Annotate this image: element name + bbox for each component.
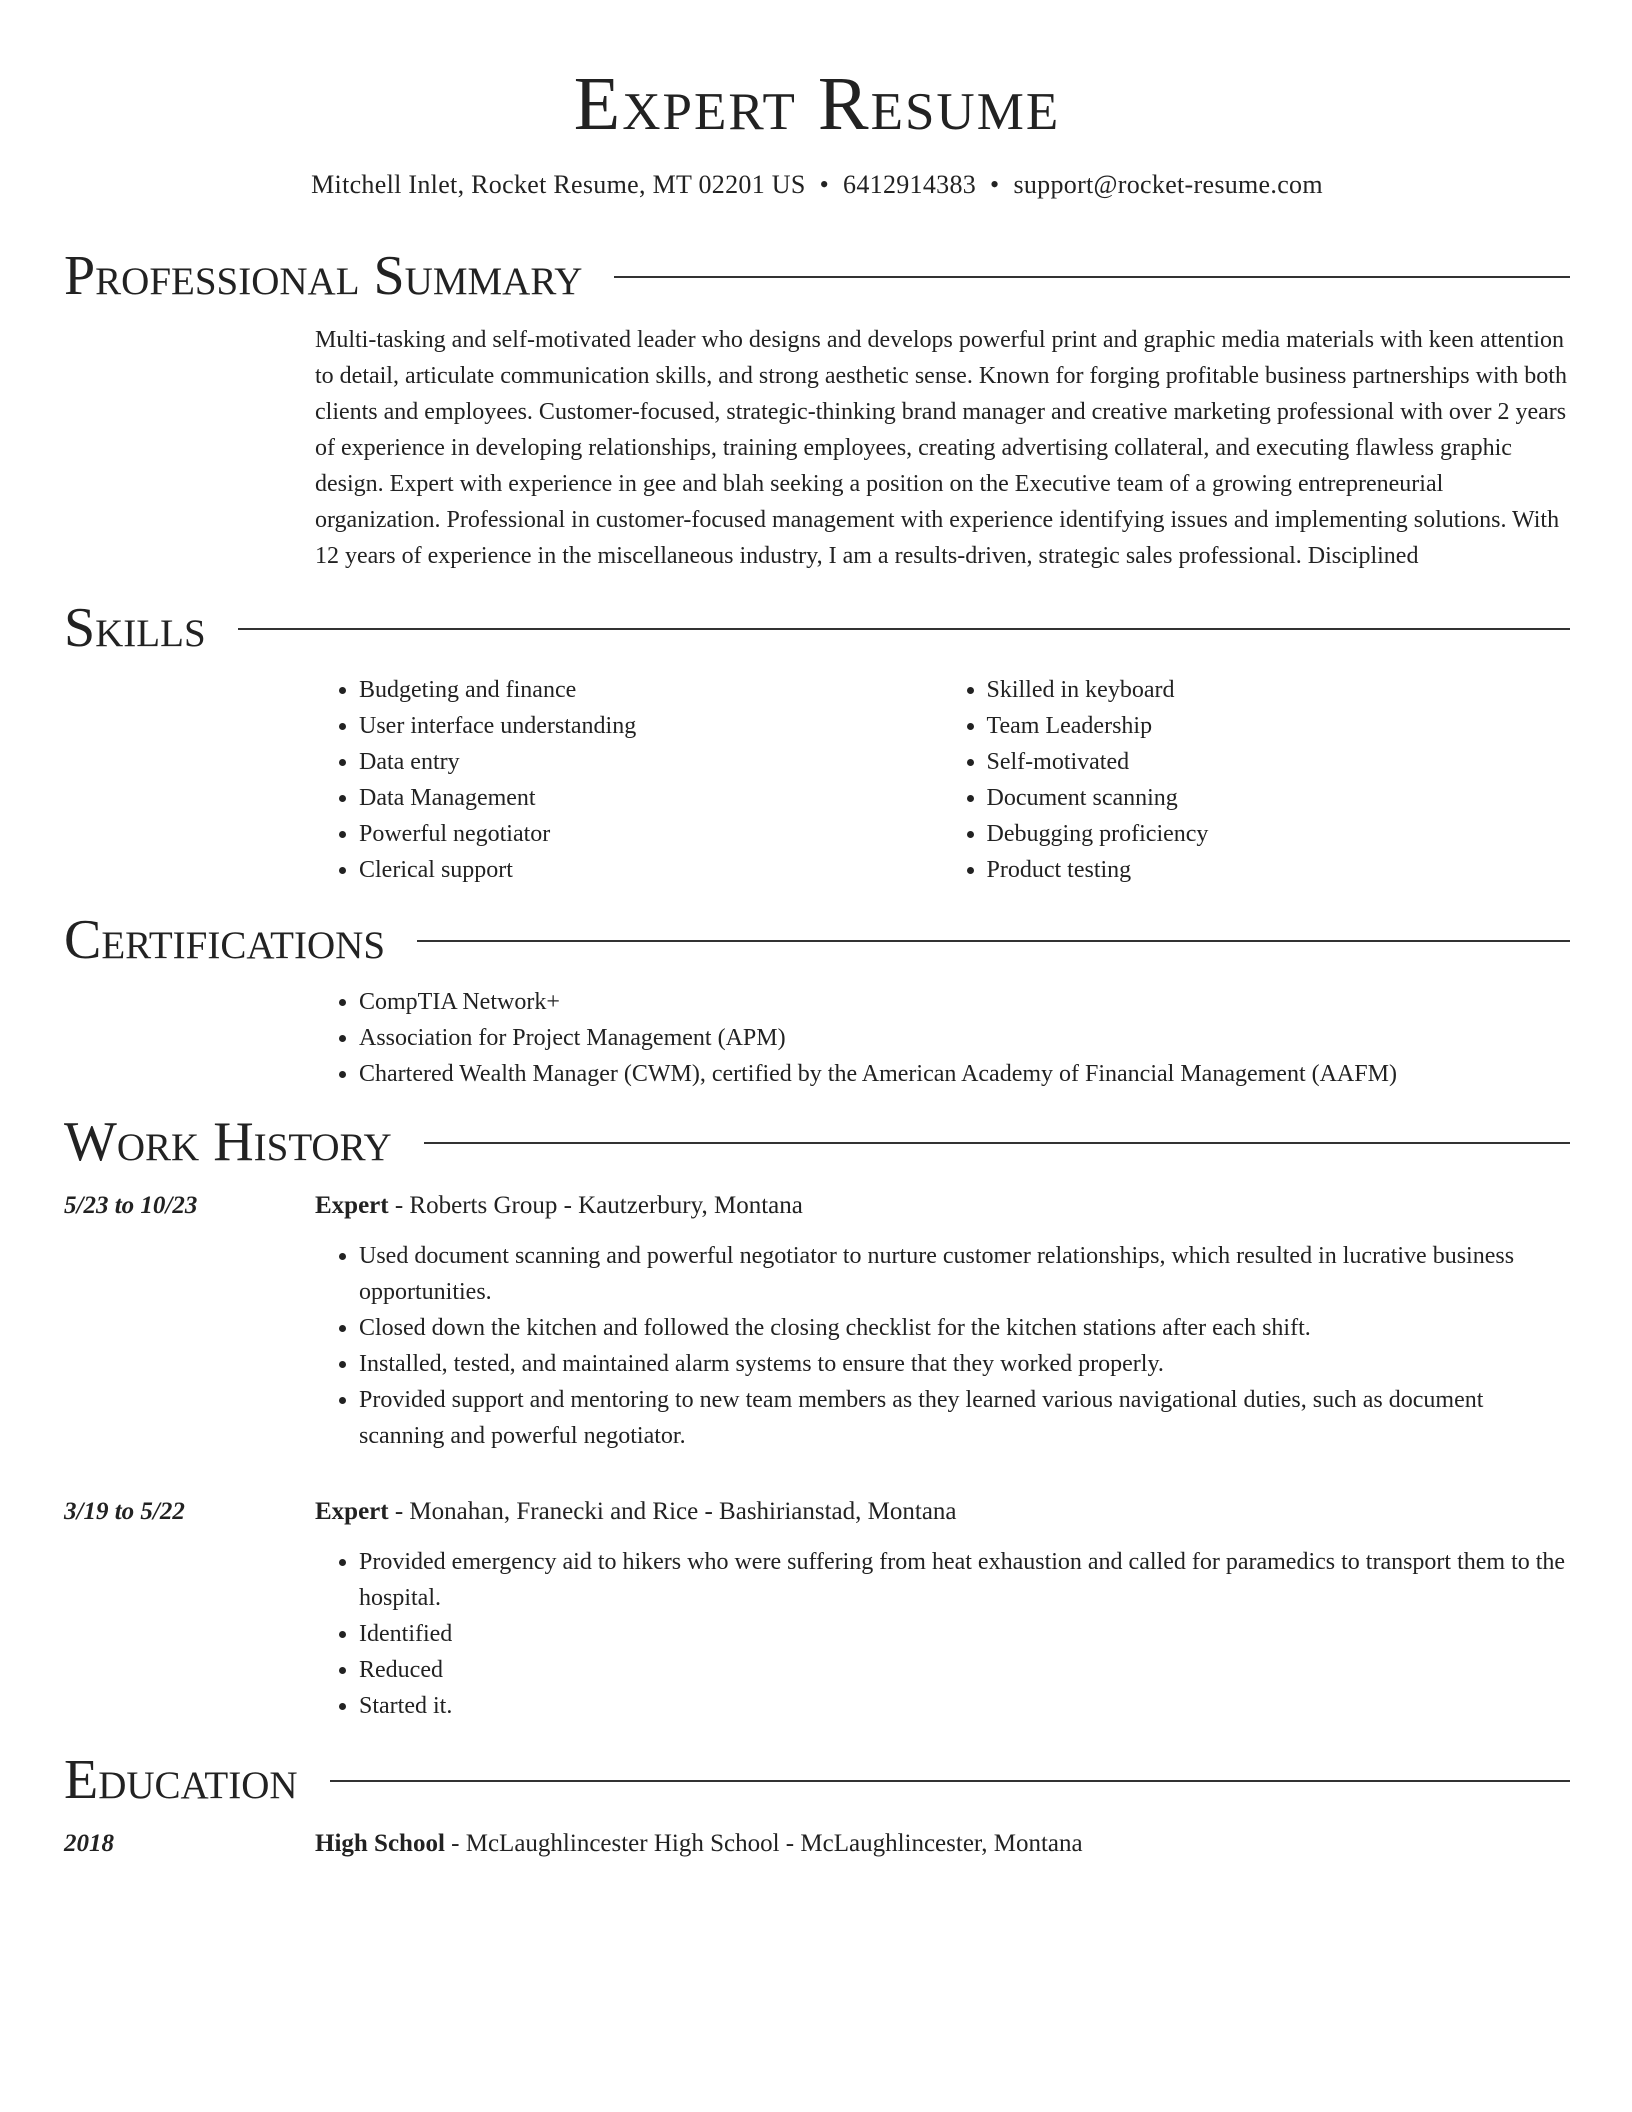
job-title: Expert <box>315 1498 389 1525</box>
education-section-title: Education <box>64 1749 298 1811</box>
skill-item: • Powerful negotiator <box>359 816 943 852</box>
resume-page <box>64 0 1570 1862</box>
certification-item: • Association for Project Management (APM) <box>359 1020 1570 1056</box>
skill-item: • Data Management <box>359 780 943 816</box>
section-divider <box>238 628 1570 630</box>
job-duties <box>315 1544 1570 1724</box>
contact-email: support@rocket-resume.com <box>1013 170 1323 199</box>
job-duty: • Closed down the kitchen and followed the closing checklist for the kitchen stations after each shift. <box>359 1310 1570 1346</box>
skill-item: • Skilled in keyboard <box>987 672 1571 708</box>
job-duties <box>315 1238 1570 1454</box>
certifications-list <box>315 984 1570 1092</box>
education-heading <box>315 1826 1083 1862</box>
job-duty: • Provided support and mentoring to new team members as they learned various navigational duties, such as document scanning and powerful negotiator. <box>359 1382 1570 1454</box>
section-divider <box>417 940 1570 942</box>
job-duty: • Installed, tested, and maintained alarm systems to ensure that they worked properly. <box>359 1346 1570 1382</box>
resume-name: Expert Resume <box>573 62 1061 146</box>
certification-item: • CompTIA Network+ <box>359 984 1570 1020</box>
certifications-section-title: Certifications <box>64 909 386 971</box>
summary-section-header <box>64 244 1570 308</box>
job-duty: • Provided emergency aid to hikers who were suffering from heat exhaustion and called for paramedics to transport them to the hospital. <box>359 1544 1570 1616</box>
education-header <box>64 1826 1570 1862</box>
skills-column-right <box>943 672 1571 888</box>
skills-section-header <box>64 596 1570 660</box>
contact-line <box>64 168 1570 202</box>
work-section-title: Work History <box>64 1111 392 1173</box>
job-header <box>64 1494 1570 1530</box>
certification-item: • Chartered Wealth Manager (CWM), certified by the American Academy of Financial Management (AAFM) <box>359 1056 1570 1092</box>
job-duty: • Used document scanning and powerful negotiator to nurture customer relationships, which resulted in lucrative business opportunities. <box>359 1238 1570 1310</box>
job-duty: • Identified <box>359 1616 1570 1652</box>
contact-address: Mitchell Inlet, Rocket Resume, MT 02201 US <box>311 170 806 199</box>
education-degree: High School <box>315 1830 445 1857</box>
skill-item: • Budgeting and finance <box>359 672 943 708</box>
contact-separator: • <box>819 170 830 199</box>
job-dates: 3/19 to 5/22 <box>64 1498 185 1525</box>
section-divider <box>330 1780 1570 1782</box>
section-divider <box>424 1142 1570 1144</box>
education-entry <box>64 1826 1570 1862</box>
skill-item: • Team Leadership <box>987 708 1571 744</box>
job-header <box>64 1188 1570 1224</box>
job-duty: • Started it. <box>359 1688 1570 1724</box>
work-section-header <box>64 1110 1570 1174</box>
contact-phone: 6412914383 <box>843 170 977 199</box>
skills-column-left <box>315 672 943 888</box>
skill-item: • Clerical support <box>359 852 943 888</box>
skill-item: • User interface understanding <box>359 708 943 744</box>
skills-list <box>315 672 1570 888</box>
skill-item: • Document scanning <box>987 780 1571 816</box>
education-school: - McLaughlincester High School - McLaughlincester, Montana <box>444 1830 1083 1857</box>
certifications-section-header <box>64 908 1570 972</box>
skill-item: • Self-motivated <box>987 744 1571 780</box>
job-title: Expert <box>315 1192 389 1219</box>
job-employer: - Roberts Group - Kautzerbury, Montana <box>388 1192 803 1219</box>
job-employer: - Monahan, Franecki and Rice - Bashirianstad, Montana <box>388 1498 957 1525</box>
job-entry <box>64 1494 1570 1724</box>
skills-section-title: Skills <box>64 597 206 659</box>
summary-section-title: Professional Summary <box>64 245 583 307</box>
job-heading <box>315 1188 803 1224</box>
skill-item: • Product testing <box>987 852 1571 888</box>
skill-item: • Data entry <box>359 744 943 780</box>
education-date: 2018 <box>64 1830 114 1857</box>
contact-separator: • <box>990 170 1000 199</box>
job-heading <box>315 1494 957 1530</box>
job-duty: • Reduced <box>359 1652 1570 1688</box>
job-entry <box>64 1188 1570 1454</box>
job-dates: 5/23 to 10/23 <box>64 1192 198 1219</box>
section-divider <box>614 276 1570 278</box>
summary-text: Multi-tasking and self-motivated leader who designs and develops powerful print and graphic media materials with keen attention to detail, articulate communication skills, and strong aesthetic sense. Known for forging profitable business partnerships with both clients and employees. Customer-focused, strategic-thinking brand manager and creative marketing professional with over 2 years of experience in developing relationships, training employees, creating advertising collateral, and executing flawless graphic design. Expert with experience in gee and blah seeking a position on the Executive team of a growing entrepreneurial organization. Professional in customer-focused management with experience identifying issues and implementing solutions. With 12 years of experience in the miscellaneous industry, I am a results-driven, strategic sales professional. Disciplined <box>315 327 1567 569</box>
education-section-header <box>64 1748 1570 1812</box>
skill-item: • Debugging proficiency <box>987 816 1571 852</box>
